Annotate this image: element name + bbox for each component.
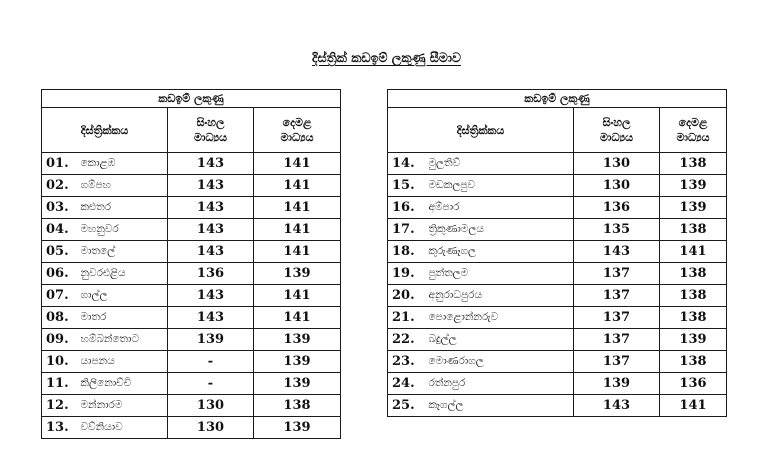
tamil-medium-cutoff: 141 (254, 285, 341, 307)
row-number: 07. (42, 285, 76, 307)
table-row (388, 307, 727, 329)
cutoff-table-right (387, 89, 727, 417)
sinhala-medium-cutoff: 143 (168, 241, 254, 263)
sinhala-medium-cutoff: 136 (574, 197, 660, 219)
district-name: බදුල්ල (424, 329, 574, 351)
tamil-medium-cutoff: 141 (254, 175, 341, 197)
table-row (388, 351, 727, 373)
district-name: ත්‍රිකුණාමලය (424, 219, 574, 241)
district-name: රත්නපුර (424, 373, 574, 395)
table-row (42, 219, 341, 241)
table-row (388, 197, 727, 219)
district-name: කෑගල්ල (424, 395, 574, 417)
tamil-medium-cutoff: 139 (254, 329, 341, 351)
table-row (42, 153, 341, 175)
tamil-medium-cutoff: 141 (254, 241, 341, 263)
row-number: 09. (42, 329, 76, 351)
row-number: 24. (388, 373, 424, 395)
tamil-medium-cutoff: 139 (660, 197, 727, 219)
sinhala-header-line1: සිංහල (196, 116, 225, 129)
table-row (388, 285, 727, 307)
district-name: කිලිනොච්චි (76, 373, 168, 395)
district-name: කුරුණෑගල (424, 241, 574, 263)
table-row (42, 263, 341, 285)
sinhala-medium-cutoff: 143 (168, 307, 254, 329)
row-number: 11. (42, 373, 76, 395)
district-name: මොණරාගල (424, 351, 574, 373)
tamil-medium-cutoff: 141 (660, 241, 727, 263)
tamil-medium-cutoff: 139 (254, 263, 341, 285)
district-name: ගම්පහ (76, 175, 168, 197)
row-number: 22. (388, 329, 424, 351)
tamil-medium-cutoff: 141 (254, 197, 341, 219)
tamil-header-line2: මාධ්‍යය (280, 131, 314, 144)
tamil-medium-cutoff: 139 (254, 373, 341, 395)
sinhala-medium-cutoff: 130 (168, 417, 254, 439)
row-number: 12. (42, 395, 76, 417)
row-number: 20. (388, 285, 424, 307)
table-caption-row (388, 90, 727, 108)
sinhala-header-line2: මාධ්‍යය (599, 131, 634, 144)
tamil-medium-cutoff: 138 (660, 219, 727, 241)
district-name: වව්නියාව (76, 417, 168, 439)
table-body-left (42, 153, 341, 439)
table-header-row (388, 108, 727, 153)
row-number: 10. (42, 351, 76, 373)
table-row (42, 329, 341, 351)
table-row (42, 197, 341, 219)
tamil-header-line2: මාධ්‍යය (676, 131, 710, 144)
sinhala-medium-cutoff: 130 (168, 395, 254, 417)
district-name: ගාල්ල (76, 285, 168, 307)
sinhala-medium-cutoff: 130 (574, 153, 660, 175)
tamil-medium-cutoff: 141 (254, 307, 341, 329)
sinhala-medium-cutoff: 135 (574, 219, 660, 241)
sinhala-medium-cutoff: 143 (168, 219, 254, 241)
sinhala-medium-cutoff: - (168, 373, 254, 395)
district-name: මන්නාරම (76, 395, 168, 417)
table-row (388, 241, 727, 263)
sinhala-medium-header (574, 108, 660, 153)
tamil-medium-cutoff: 138 (660, 285, 727, 307)
district-name: නුවරඑළිය (76, 263, 168, 285)
table-row (388, 373, 727, 395)
tamil-medium-cutoff: 139 (254, 351, 341, 373)
table-caption: කඩඉම් ලකුණු (388, 90, 727, 108)
sinhala-medium-cutoff: 130 (574, 175, 660, 197)
district-name: කොළඹ (76, 153, 168, 175)
tamil-medium-cutoff: 141 (254, 219, 341, 241)
row-number: 05. (42, 241, 76, 263)
sinhala-medium-header (168, 108, 254, 153)
district-name: මාතලේ (76, 241, 168, 263)
row-number: 02. (42, 175, 76, 197)
table-caption: කඩඉම් ලකුණු (42, 90, 341, 108)
sinhala-medium-cutoff: 137 (574, 307, 660, 329)
row-number: 06. (42, 263, 76, 285)
table-row (42, 417, 341, 439)
tamil-medium-cutoff: 138 (660, 351, 727, 373)
table-body-right (388, 153, 727, 417)
sinhala-medium-cutoff: 143 (168, 197, 254, 219)
row-number: 08. (42, 307, 76, 329)
table-header-row (42, 108, 341, 153)
tamil-medium-header (660, 108, 727, 153)
table-row (42, 351, 341, 373)
table-row (388, 219, 727, 241)
table-row (42, 373, 341, 395)
district-name: අනුරාධපුරය (424, 285, 574, 307)
row-number: 14. (388, 153, 424, 175)
table-row (388, 263, 727, 285)
row-number: 03. (42, 197, 76, 219)
row-number: 18. (388, 241, 424, 263)
page-title: දිස්ත්‍රික් කඩඉම් ලකුණු සීමාව (312, 50, 461, 65)
tamil-medium-cutoff: 138 (660, 263, 727, 285)
sinhala-medium-cutoff: 143 (168, 285, 254, 307)
district-name: පොළොන්නරුව (424, 307, 574, 329)
sinhala-medium-cutoff: 139 (168, 329, 254, 351)
row-number: 13. (42, 417, 76, 439)
tamil-medium-cutoff: 139 (660, 175, 727, 197)
district-name: මහනුවර (76, 219, 168, 241)
sinhala-header-line2: මාධ්‍යය (193, 131, 228, 144)
tamil-medium-cutoff: 141 (254, 153, 341, 175)
sinhala-medium-cutoff: 137 (574, 263, 660, 285)
district-name: පුත්තලම (424, 263, 574, 285)
district-name: මුලතිව් (424, 153, 574, 175)
district-name: කළුතර (76, 197, 168, 219)
table-caption-row (42, 90, 341, 108)
row-number: 17. (388, 219, 424, 241)
sinhala-medium-cutoff: 136 (168, 263, 254, 285)
sinhala-medium-cutoff: 137 (574, 329, 660, 351)
sinhala-medium-cutoff: 137 (574, 351, 660, 373)
sinhala-medium-cutoff: 143 (168, 175, 254, 197)
tamil-medium-header (254, 108, 341, 153)
tamil-header-line1: දෙමළ (678, 116, 708, 129)
tamil-medium-cutoff: 141 (660, 395, 727, 417)
tamil-medium-cutoff: 138 (660, 307, 727, 329)
sinhala-header-line1: සිංහල (602, 116, 631, 129)
district-header: දිස්ත්‍රික්කය (42, 108, 168, 153)
district-name: යාපනය (76, 351, 168, 373)
tamil-medium-cutoff: 139 (660, 329, 727, 351)
district-header: දිස්ත්‍රික්කය (388, 108, 574, 153)
tamil-medium-cutoff: 139 (254, 417, 341, 439)
table-row (42, 175, 341, 197)
table-row (42, 241, 341, 263)
table-row (388, 175, 727, 197)
row-number: 15. (388, 175, 424, 197)
table-row (388, 395, 727, 417)
tamil-header-line1: දෙමළ (282, 116, 312, 129)
table-row (388, 153, 727, 175)
sinhala-medium-cutoff: 143 (168, 153, 254, 175)
tamil-medium-cutoff: 136 (660, 373, 727, 395)
district-name: අම්පාර (424, 197, 574, 219)
table-row (42, 307, 341, 329)
sinhala-medium-cutoff: - (168, 351, 254, 373)
table-row (42, 395, 341, 417)
district-name: මඩකලපුව (424, 175, 574, 197)
district-name: හම්බන්තොට (76, 329, 168, 351)
row-number: 21. (388, 307, 424, 329)
row-number: 16. (388, 197, 424, 219)
tamil-medium-cutoff: 138 (254, 395, 341, 417)
row-number: 19. (388, 263, 424, 285)
row-number: 25. (388, 395, 424, 417)
row-number: 04. (42, 219, 76, 241)
table-row (42, 285, 341, 307)
row-number: 01. (42, 153, 76, 175)
sinhala-medium-cutoff: 143 (574, 241, 660, 263)
cutoff-table-left (41, 89, 341, 439)
sinhala-medium-cutoff: 139 (574, 373, 660, 395)
row-number: 23. (388, 351, 424, 373)
sinhala-medium-cutoff: 143 (574, 395, 660, 417)
table-row (388, 329, 727, 351)
tamil-medium-cutoff: 138 (660, 153, 727, 175)
district-name: මාතර (76, 307, 168, 329)
sinhala-medium-cutoff: 137 (574, 285, 660, 307)
